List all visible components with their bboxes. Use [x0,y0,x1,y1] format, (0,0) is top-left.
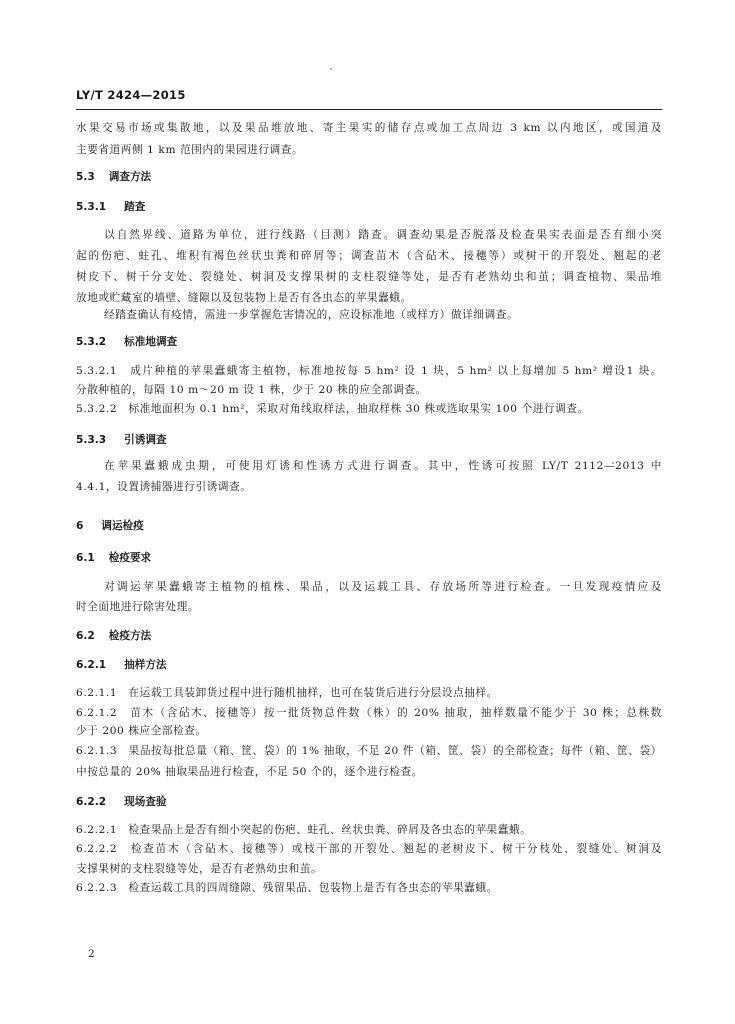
body-line: 4.4.1，设置诱捕器进行引诱调查。 [76,481,252,493]
section-number: 6.2 [76,630,95,642]
clause-line: 6.2.2.1 检查果品上是否有细小突起的伤疤、蛀孔、丝状虫粪、碎屑及各虫态的苹果蠹蛾。 [76,824,532,836]
subsection-heading [76,432,167,447]
section-number: 6.2.1 [76,659,107,671]
section-title: 检疫要求 [108,552,152,564]
section-number: 5.3 [76,171,95,183]
section-title: 调查方法 [108,171,152,183]
section-heading [76,550,151,565]
clause-line: 6.2.1.2 苗木（含砧木、接穗等）按一批货物总件数（株）的 20% 抽取，抽样数量不能少于 30 株；总株数 [76,707,662,719]
section-number: 5.3.1 [76,201,107,213]
clause-line: 6.2.2.3 检查运载工具的四周缝隙、残留果品、包装物上是否有各虫态的苹果蠹蛾。 [76,882,498,894]
header-rule [76,109,662,110]
section-number: 5.3.3 [76,434,107,446]
chapter-heading [76,518,144,533]
section-title: 标准地调查 [124,336,178,348]
scan-speck [330,68,332,70]
section-title: 踏查 [124,201,146,213]
section-heading [76,628,151,643]
section-title: 抽样方法 [124,659,167,671]
section-number: 6.2.2 [76,796,107,808]
clause-line: 6.2.1.3 果品按每批总量（箱、筐、袋）的 1% 抽取，不足 20 件（箱、筐、袋）的全部检查；每件（箱、筐、袋） [76,745,662,757]
page-number: 2 [88,948,95,960]
subsection-heading [76,794,167,809]
clause-line: 6.2.1.1 在运载工具装卸货过程中进行随机抽样，也可在装货后进行分层设点抽样。 [76,687,498,699]
body-line: 起的伤疤、蛀孔、堆积有褐色丝状虫粪和碎屑等；调查苗木（含砧木、接穗等）或树干的开裂处、翘起的老 [76,250,662,262]
clause-line: 5.3.2.1 成片种植的苹果蠹蛾寄主植物，标准地按每 5 hm² 设 1 块，5 hm² 以上每增加 5 hm² 增设1 块。 [76,365,662,377]
clause-line: 6.2.2.2 检查苗木（含砧木、接穗等）或枝干部的开裂处、翘起的老树皮下、树干分枝处、裂缝处、树洞及 [76,843,662,855]
section-number: 5.3.2 [76,336,107,348]
subsection-heading [76,199,145,214]
body-line: 水果交易市场或集散地，以及果品堆放地、寄主果实的储存点或加工点周边 3 km 以内地区，或国道及 [76,122,662,134]
clause-line: 支撑果树的支柱裂缝等处，是否有老熟幼虫和茧。 [76,863,323,875]
section-number: 6.1 [76,552,95,564]
section-title: 调运检疫 [101,520,144,532]
section-number: 6 [76,520,84,532]
section-heading [76,169,151,184]
body-line: 经踏查确认有疫情，需进一步掌握危害情况的，应设标准地（或样方）做详细调查。 [104,309,519,321]
body-line: 在苹果蠹蛾成虫期，可使用灯诱和性诱方式进行调查。其中，性诱可按照 LY/T 2112—2013 中 [104,460,662,472]
subsection-heading [76,657,167,672]
body-line: 放地或贮藏室的墙壁、缝隙以及包装物上是否有各虫态的苹果蠹蛾。 [76,292,412,304]
subsection-heading [76,334,177,349]
clause-line: 少于 200 株应全部检查。 [76,725,207,737]
section-title: 检疫方法 [108,630,152,642]
section-title: 引诱调查 [124,434,167,446]
section-title: 现场查验 [124,796,167,808]
body-line: 树皮下、树干分支处、裂缝处、树洞及支撑果树的支柱裂缝等处，是否有老熟幼虫和茧；调查植物、果品堆 [76,271,662,283]
standard-code-header: LY/T 2424—2015 [76,88,186,102]
body-line: 对调运苹果蠹蛾寄主植物的植株、果品，以及运载工具、存放场所等进行检查。一旦发现疫情应及 [104,581,662,593]
body-line: 时全面地进行除害处理。 [76,601,200,613]
body-line: 以自然界线、道路为单位，进行线路（目测）踏查。调查幼果是否脱落及检查果实表面是否有细小突 [104,229,662,241]
clause-line: 中按总量的 20% 抽取果品进行检查，不足 50 个的，逐个进行检查。 [76,766,423,778]
body-line: 主要省道两侧 1 km 范围内的果园进行调查。 [76,144,304,156]
clause-line: 分散种植的，每隔 10 m～20 m 设 1 株，少于 20 株的应全部调查。 [76,384,427,396]
clause-line: 5.3.2.2 标准地面积为 0.1 hm²，采取对角线取样法，抽取样株 30 株或选取果实 100 个进行调查。 [76,403,589,415]
